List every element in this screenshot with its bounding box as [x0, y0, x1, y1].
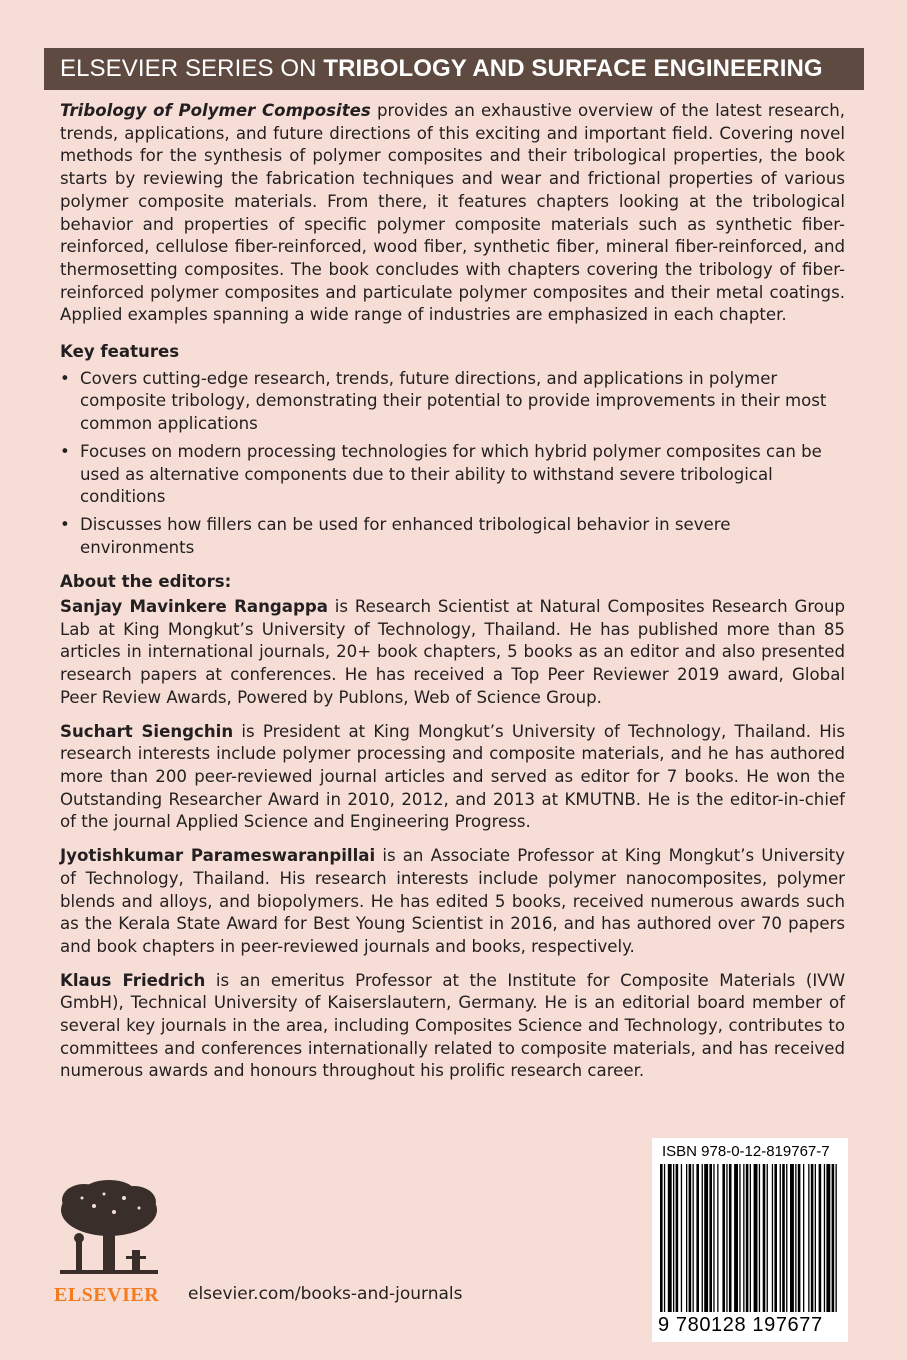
- key-features-list: [60, 368, 845, 560]
- series-prefix: ELSEVIER SERIES ON: [60, 55, 324, 82]
- editor-name: Jyotishkumar Parameswaranpillai: [60, 846, 376, 866]
- editor-name: Klaus Friedrich: [60, 970, 206, 990]
- key-feature-text: Covers cutting-edge research, trends, future directions, and applications in polymer composite tribology, demonstrating their potential to provide improvements in their most common applications: [80, 368, 827, 434]
- editor-bio: [60, 845, 845, 959]
- publisher-website: elsevier.com/books-and-journals: [188, 1284, 463, 1304]
- key-feature-item: [60, 514, 845, 559]
- elsevier-tree-icon: [54, 1180, 164, 1280]
- barcode-digits: 9 780128 197677: [658, 1314, 823, 1336]
- editor-bio: [60, 970, 845, 1084]
- key-features-heading: Key features: [60, 342, 180, 362]
- editor-name: Suchart Siengchin: [60, 721, 234, 741]
- top-background: [0, 0, 907, 44]
- bullet-icon: •: [60, 514, 70, 534]
- editor-name: Sanjay Mavinkere Rangappa: [60, 597, 328, 617]
- isbn-barcode: [652, 1138, 848, 1342]
- editor-bio-text: is Research Scientist at Natural Composites Research Group Lab at King Mongkut’s University of Technology, Thailand. He has published more than 85 articles in international journals, 20+ book chapters, 5 books as an editor and also presented research papers at conferences. He has received a Top Peer Reviewer 2019 award, Global Peer Review Awards, Powered by Publons, Web of Science Group.: [60, 597, 846, 707]
- about-editors-heading: About the editors:: [60, 572, 232, 592]
- editor-bio-text: is President at King Mongkut’s University of Technology, Thailand. His research interests include polymer processing and composite materials, and he has authored more than 200 peer-reviewed journal articles and served as editor for 7 books. He won the Outstanding Researcher Award in 2010, 2012, and 2013 at KMUTNB. He is the editor-in-chief of the journal Applied Science and Engineering Progress.: [60, 721, 845, 832]
- editor-bio-text: is an emeritus Professor at the Institute for Composite Materials (IVW GmbH), Technical University of Kaiserslautern, Germany. He is an editorial board member of several key journals in the area, including Composites Science and Technology, contributes to committees and conferences internationally related to composite materials, and has received numerous awards and honours throughout his prolific research career.: [60, 970, 845, 1081]
- isbn-label: ISBN 978-0-12-819767-7: [662, 1143, 830, 1160]
- book-description: [60, 100, 845, 327]
- series-name: TRIBOLOGY AND SURFACE ENGINEERING: [323, 55, 823, 82]
- editor-bio: [60, 596, 845, 710]
- editor-bio-text: is an Associate Professor at King Mongkut’s University of Technology, Thailand. His research interests include polymer nanocomposites, polymer blends and alloys, and biopolymers. He has edited 5 books, received numerous awards such as the Kerala State Award for Best Young Scientist in 2016, and has authored over 70 papers and book chapters in peer-reviewed journals and books, respectively.: [60, 846, 845, 956]
- publisher-logo-text: ELSEVIER: [54, 1284, 160, 1306]
- series-banner: [44, 48, 864, 90]
- book-title: Tribology of Polymer Composites: [60, 101, 371, 120]
- key-feature-item: [60, 368, 845, 436]
- key-feature-text: Discusses how fillers can be used for enhanced tribological behavior in severe environments: [80, 514, 731, 557]
- bullet-icon: •: [60, 368, 70, 388]
- key-feature-text: Focuses on modern processing technologies for which hybrid polymer composites can be used as alternative components due to their ability to withstand severe tribological conditions: [80, 441, 822, 507]
- barcode-bars: [660, 1164, 840, 1312]
- description-text: provides an exhaustive overview of the latest research, trends, applications, and future directions of this exciting and important field. Covering novel methods for the synthesis of polymer composites and their tribological properties, the book starts by reviewing the fabrication techniques and wear and frictional properties of various polymer composite materials. From there, it features chapters looking at the tribological behavior and properties of specific polymer composite materials such as synthetic fiber-reinforced, cellulose fiber-reinforced, wood fiber, synthetic fiber, mineral fiber-reinforced, and thermosetting composites. The book concludes with chapters covering the tribology of fiber-reinforced polymer composites and particulate polymer composites and their metal coatings. Applied examples spanning a wide range of industries are emphasized in each chapter.: [60, 101, 845, 325]
- bullet-icon: •: [60, 441, 70, 461]
- back-cover-text: [60, 100, 845, 1094]
- editor-bio: [60, 721, 845, 835]
- key-feature-item: [60, 441, 845, 509]
